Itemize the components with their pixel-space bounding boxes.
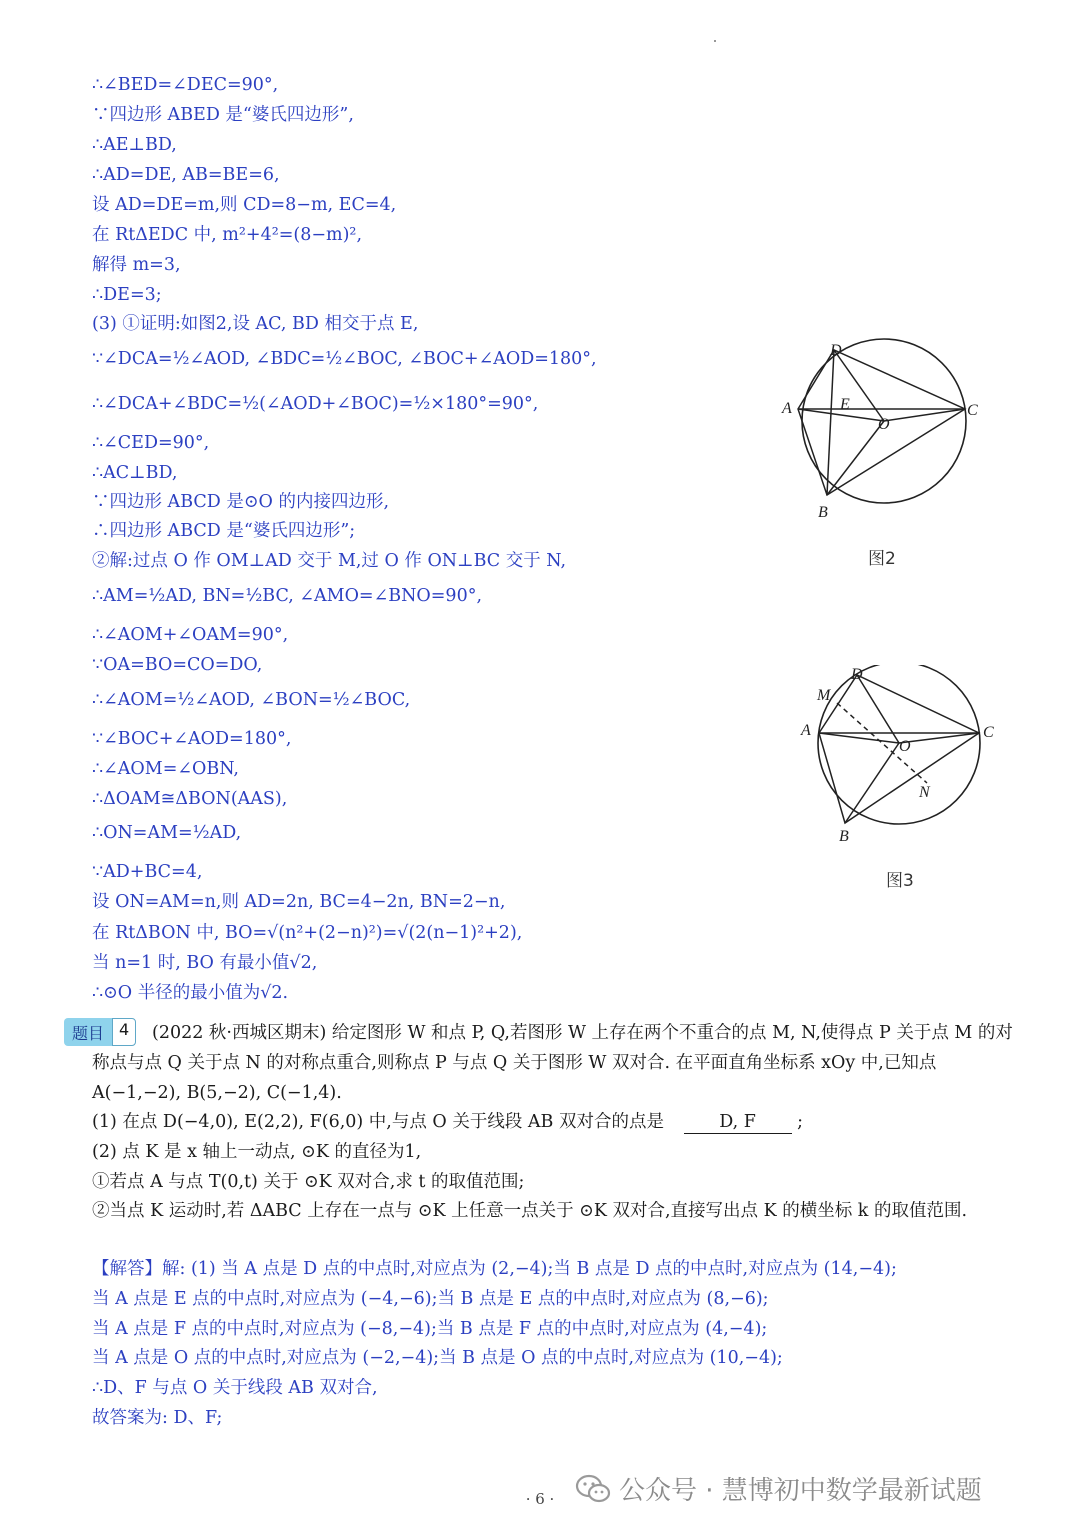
solution-line-10: ∵∠DCA=½∠AOD, ∠BDC=½∠BOC, ∠BOC+∠AOD=180°,: [92, 349, 597, 369]
answer-line-3: 当 A 点是 F 点的中点时,对应点为 (−8,−4);当 B 点是 F 点的中点时,对应点为 (4,−4);: [92, 1319, 768, 1339]
solution-line-18: ∴∠AOM+∠OAM=90°,: [92, 625, 289, 645]
solution-line-15: ∴四边形 ABCD 是“婆氏四边形”;: [92, 521, 356, 541]
question-1-text: (1) 在点 D(−4,0), E(2,2), F(6,0) 中,与点 O 关于线段 AB 双对合的点是: [92, 1112, 664, 1132]
solution-line-24: ∴ON=AM=½AD,: [92, 823, 242, 843]
solution-line-3: ∴AE⊥BD,: [92, 135, 177, 155]
fig3-label-O: O: [899, 738, 911, 755]
fig3-label-D: D: [851, 666, 863, 683]
figure-2-diagram: [770, 335, 985, 530]
solution-line-4: ∴AD=DE, AB=BE=6,: [92, 165, 280, 185]
solution-line-16: ②解:过点 O 作 OM⊥AD 交于 M,过 O 作 ON⊥BC 交于 N,: [92, 551, 567, 571]
solution-line-6: 在 RtΔEDC 中, m²+4²=(8−m)²,: [92, 225, 363, 245]
problem-badge-number: 4: [112, 1018, 136, 1046]
fig2-label-C: C: [967, 402, 978, 419]
problem-stem: (2022 秋·西城区期末) 给定图形 W 和点 P, Q,若图形 W 上存在两个不重合的点 M, N,使得点 P 关于点 M 的对称点与点 Q 关于点 N 的对称点重合,则称点 P 与点 Q 关于图形 W 双对合. 在平面直角坐标系 xOy 中,已知点 A(−1,−2), B(5,−2), C(−1,4).: [92, 1023, 1013, 1103]
solution-line-29: ∴⊙O 半径的最小值为√2.: [92, 983, 289, 1003]
solution-line-13: ∴AC⊥BD,: [92, 463, 178, 483]
solution-line-22: ∴∠AOM=∠OBN,: [92, 759, 239, 779]
question-1-answer: D, F: [684, 1111, 792, 1134]
question-2-part-1: ①若点 A 与点 T(0,t) 关于 ⊙K 双对合,求 t 的取值范围;: [92, 1172, 525, 1192]
solution-line-12: ∴∠CED=90°,: [92, 433, 210, 453]
fig3-label-C: C: [983, 724, 994, 741]
solution-line-17: ∴AM=½AD, BN=½BC, ∠AMO=∠BNO=90°,: [92, 586, 483, 606]
fig3-label-M: M: [817, 687, 831, 704]
solution-line-9: (3) ①证明:如图2,设 AC, BD 相交于点 E,: [92, 314, 419, 334]
question-2-part-2: ②当点 K 运动时,若 ΔABC 上存在一点与 ⊙K 上任意一点关于 ⊙K 双对合,直接写出点 K 的横坐标 k 的取值范围.: [92, 1201, 968, 1221]
solution-line-21: ∵∠BOC+∠AOD=180°,: [92, 729, 292, 749]
solution-line-25: ∵AD+BC=4,: [92, 862, 203, 882]
answer-line-5: ∴D、F 与点 O 关于线段 AB 双对合,: [92, 1378, 378, 1398]
fig2-label-D: D: [830, 342, 842, 359]
solution-line-27: 在 RtΔBON 中, BO=√(n²+(2−n)²)=√(2(n−1)²+2),: [92, 923, 523, 943]
solution-line-8: ∴DE=3;: [92, 285, 162, 305]
answer-line-4: 当 A 点是 O 点的中点时,对应点为 (−2,−4);当 B 点是 O 点的中点时,对应点为 (10,−4);: [92, 1348, 783, 1368]
solution-line-19: ∵OA=BO=CO=DO,: [92, 655, 263, 675]
solution-line-14: ∵四边形 ABCD 是⊙O 的内接四边形,: [92, 492, 390, 512]
figure-2-caption: 图2: [868, 549, 896, 569]
answer-line-6: 故答案为: D、F;: [92, 1408, 223, 1428]
fig2-label-O: O: [878, 416, 890, 433]
wechat-icon: [575, 1474, 611, 1504]
page-number: · 6 ·: [525, 1490, 555, 1508]
fig3-label-B: B: [839, 828, 849, 845]
solution-line-5: 设 AD=DE=m,则 CD=8−m, EC=4,: [92, 195, 397, 215]
figure-3-caption: 图3: [886, 871, 914, 891]
solution-line-7: 解得 m=3,: [92, 255, 181, 275]
watermark-text: 公众号 · 慧博初中数学最新试题: [619, 1476, 982, 1506]
answer-line-1: 【解答】解: (1) 当 A 点是 D 点的中点时,对应点为 (2,−4);当 B 点是 D 点的中点时,对应点为 (14,−4);: [92, 1259, 897, 1279]
solution-line-26: 设 ON=AM=n,则 AD=2n, BC=4−2n, BN=2−n,: [92, 892, 506, 912]
top-dot: [714, 40, 716, 42]
fig3-label-A: A: [801, 722, 811, 739]
fig2-label-E: E: [840, 396, 850, 413]
question-2: (2) 点 K 是 x 轴上一动点, ⊙K 的直径为1,: [92, 1142, 422, 1162]
solution-line-20: ∴∠AOM=½∠AOD, ∠BON=½∠BOC,: [92, 690, 411, 710]
question-1: [92, 1111, 803, 1134]
fig3-label-N: N: [919, 784, 930, 801]
answer-line-2: 当 A 点是 E 点的中点时,对应点为 (−4,−6);当 B 点是 E 点的中点时,对应点为 (8,−6);: [92, 1289, 769, 1309]
solution-line-1: ∴∠BED=∠DEC=90°,: [92, 75, 279, 95]
fig2-label-A: A: [782, 400, 792, 417]
solution-line-11: ∴∠DCA+∠BDC=½(∠AOD+∠BOC)=½×180°=90°,: [92, 394, 539, 414]
solution-line-2: ∵四边形 ABED 是“婆氏四边形”,: [92, 105, 354, 125]
problem-badge-label: 题目: [64, 1018, 112, 1046]
solution-line-23: ∴ΔOAM≅ΔBON(AAS),: [92, 789, 288, 809]
watermark: [575, 1470, 982, 1507]
fig2-label-B: B: [818, 504, 828, 521]
solution-line-28: 当 n=1 时, BO 有最小值√2,: [92, 953, 318, 973]
question-1-suffix: ;: [797, 1112, 804, 1132]
figure-3-diagram: [795, 665, 1005, 845]
